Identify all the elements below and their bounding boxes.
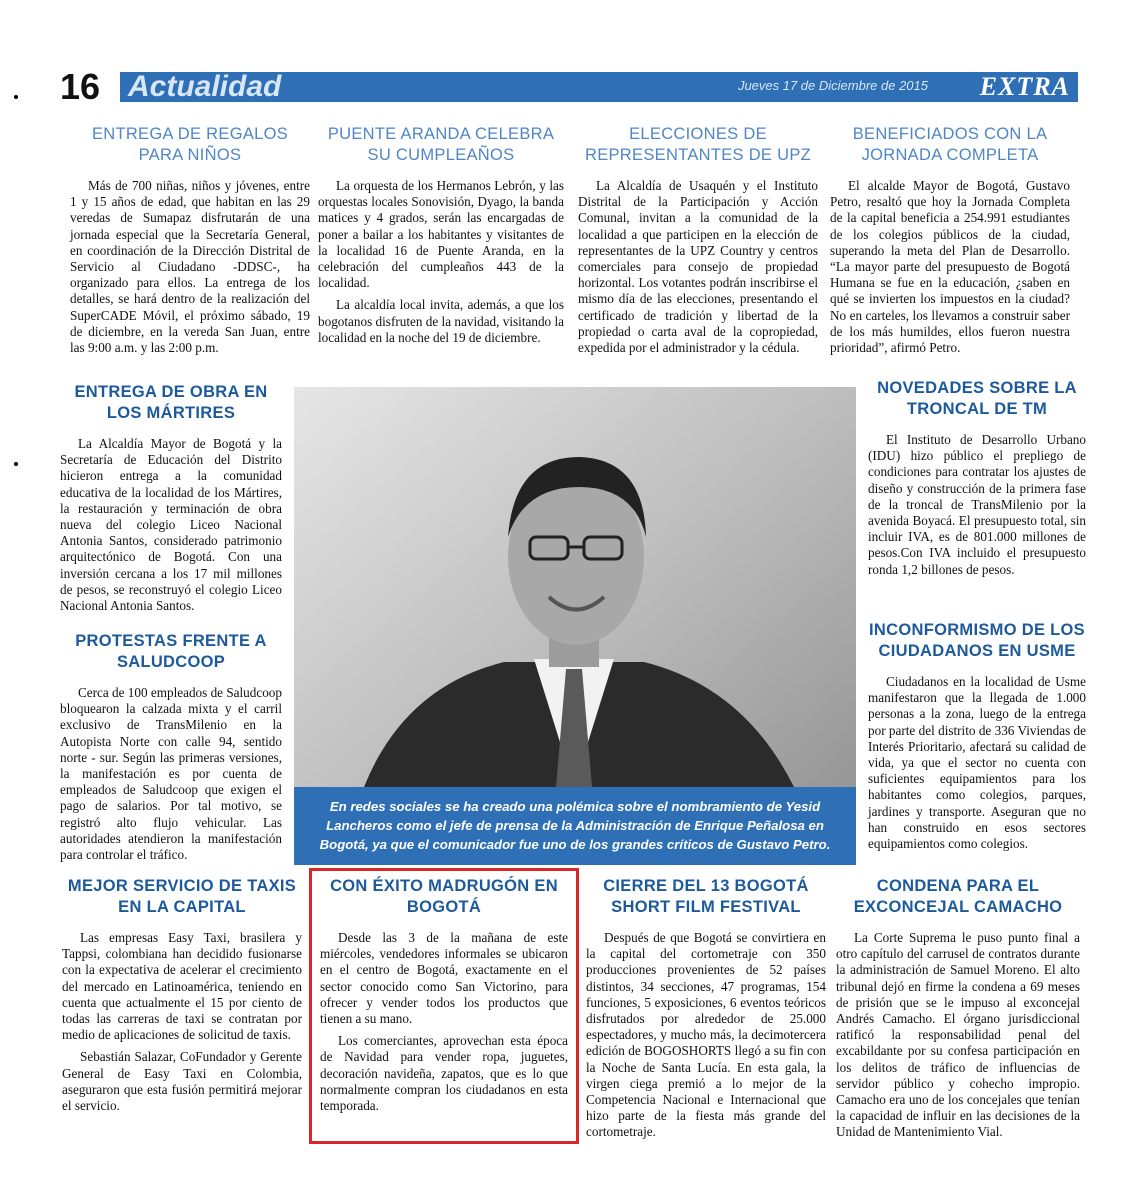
page-number: 16 bbox=[60, 66, 101, 107]
article-paragraph: Más de 700 niñas, niños y jóvenes, entre 1 y 15 años de edad, que habitan en las 29 veredas de Sumapaz disfrutarán de una jornada especial que la Secretaría General, en coordinación de la Dirección Distrital de Servicio al Ciudadano -DDSC-, ha organizado para ellos. La entrega de los detalles, se hará dentro de la realización del SuperCADE Móvil, el próximo sábado, 19 de diciembre, en la vereda San Juan, entre las 9:00 a.m. y las 2:00 p.m. bbox=[70, 178, 310, 356]
article-title: NOVEDADES SOBRE LA TRONCAL DE TM bbox=[877, 379, 1077, 418]
article-paragraph: El alcalde Mayor de Bogotá, Gustavo Petro, resaltó que hoy la Jornada Completa de la capital beneficia a 254.991 estudiantes de los colegios públicos de la ciudad, superando la meta del Plan de Desarrollo. “La mayor parte del presupuesto de Bogotá Humana se fue en la educación, ¿saben en qué se invierten los impuestos en la ciudad? No en carteles, los llevamos a construir saber de los más humildes, ellos fueron nuestra prioridad”, afirmó Petro. bbox=[830, 178, 1070, 356]
article-title: ELECCIONES DE REPRESENTANTES DE UPZ bbox=[584, 125, 812, 164]
article-paragraph: El Instituto de Desarrollo Urbano (IDU) hizo público el prepliego de condiciones para contratar los ajustes de diseño y construcción de la primera fase de la troncal de TransMilenio por la avenida Boyacá. El presupuesto total, sin incluir IVA, es de 801.000 millones de pesos.Con IVA incluido el presupuesto ronda 1,2 billones de pesos. bbox=[868, 432, 1086, 577]
article-paragraph: Desde las 3 de la mañana de este miércoles, vendedores informales se ubicaron en el centro de Bogotá, exactamente en el sector conocido como San Victorino, para ofrecer y vender todos los productos que tienen a su mano. bbox=[320, 930, 568, 1027]
article-troncal bbox=[868, 378, 1086, 578]
article-madrugon bbox=[320, 876, 568, 1114]
photo-caption: En redes sociales se ha creado una polémica sobre el nombramiento de Yesid Lancheros como el jefe de prensa de la Administración de Enrique Peñalosa en Bogotá, ya que el comunicador fue uno de los grandes críticos de Gustavo Petro. bbox=[294, 787, 856, 865]
newspaper-logo: EXTRA bbox=[979, 72, 1070, 101]
article-title: PUENTE ARANDA CELEBRA SU CUMPLEAÑOS bbox=[327, 125, 555, 164]
section-band bbox=[120, 72, 1078, 102]
article-paragraph: La Alcaldía de Usaquén y el Instituto Distrital de la Participación y Acción Comunal, invitan a la comunidad de la localidad a que participen en la elección de representantes de la UPZ Country y centros comerciales para consejo de propiedad horizontal. Los votantes podrán inscribirse el mismo día de las elecciones, presentando el certificado de tradición y libertad de la propiedad o carta aval de la copropiedad, expedida por el administrador y la cédula. bbox=[578, 178, 818, 356]
issue-date: Jueves 17 de Diciembre de 2015 bbox=[737, 78, 928, 93]
article-regalos bbox=[70, 124, 310, 356]
article-paragraph: La Alcaldía Mayor de Bogotá y la Secretaría de Educación del Distrito hicieron entrega a la comunidad educativa de la localidad de los Mártires, la restauración y terminación de obra nueva del colegio Liceo Nacional Antonia Santos, considerado patrimonio arquitectónico de Bogotá. Con una inversión cercana a los 17 mil millones de pesos, se reconstruyó el colegio Liceo Nacional Antonia Santos. bbox=[60, 436, 282, 614]
article-title: ENTREGA DE OBRA EN LOS MÁRTIRES bbox=[74, 383, 268, 422]
article-title: INCONFORMISMO DE LOS CIUDADANOS EN USME bbox=[869, 621, 1085, 660]
article-paragraph: Ciudadanos en la localidad de Usme manifestaron que la llegada de 1.000 personas a la zona, luego de la entrega por parte del distrito de 336 Viviendas de Interés Prioritario, afectará su calidad de vida, ya que el sector no cuenta con suficientes equipamientos para los habitantes como colegios, parques, jardines y transporte. Aseguran que no han construido en esos sectores equipamientos como colegios. bbox=[868, 674, 1086, 852]
margin-mark bbox=[14, 462, 18, 466]
article-paragraph: La alcaldía local invita, además, a que los bogotanos disfruten de la navidad, visitando la localidad en la noche del 19 de diciembre. bbox=[318, 297, 564, 345]
article-saludcoop bbox=[60, 631, 282, 863]
article-taxis bbox=[62, 876, 302, 1114]
article-title: CIERRE DEL 13 BOGOTÁ SHORT FILM FESTIVAL bbox=[603, 877, 809, 916]
article-festival bbox=[586, 876, 826, 1141]
article-paragraph: Las empresas Easy Taxi, brasilera y Tappsi, colombiana han decidido fusionarse con la expectativa de acelerar el crecimiento del mercado en Latinoamérica, teniendo en cuenta que actualmente el 15 por ciento de todas las carreras de taxi se contratan por medio de aplicaciones de solicitud de taxis. bbox=[62, 930, 302, 1043]
article-paragraph: Los comerciantes, aprovechan esta época de Navidad para vender ropa, juguetes, decoración navideña, zapatos, que es lo que normalmente compran los ciudadanos en esta temporada. bbox=[320, 1033, 568, 1114]
article-title: BENEFICIADOS CON LA JORNADA COMPLETA bbox=[852, 125, 1048, 164]
article-paragraph: La Corte Suprema le puso punto final a otro capítulo del carrusel de contratos durante la administración de Samuel Moreno. El alto tribunal dejó en firme la condena a 69 meses de prisión que se le impuso al exconcejal Andrés Camacho. El órgano jurisdiccional ratificó la responsabilidad penal del excabildante por su confesa participación en los delitos de tráfico de influencias de servidor público y cohecho impropio. Camacho era uno de los concejales que tenían la capacidad de influir en las decisiones de la Unidad de Mantenimiento Vial. bbox=[836, 930, 1080, 1140]
page-header bbox=[60, 66, 1078, 108]
section-title: Actualidad bbox=[128, 70, 282, 103]
article-usme bbox=[868, 620, 1086, 852]
article-martires bbox=[60, 382, 282, 614]
photo-lancheros bbox=[294, 387, 856, 865]
article-camacho bbox=[836, 876, 1080, 1141]
article-jornada bbox=[830, 124, 1070, 356]
article-puente-aranda bbox=[318, 124, 564, 346]
margin-mark bbox=[14, 95, 18, 99]
article-paragraph: Sebastián Salazar, CoFundador y Gerente General de Easy Taxi en Colombia, aseguraron que esta fusión permitirá mejorar el servicio. bbox=[62, 1049, 302, 1114]
article-paragraph: La orquesta de los Hermanos Lebrón, y las orquestas locales Sonovisión, Dyago, la banda matices y 4 grados, serán las encargadas de poner a bailar a los habitantes y visitantes de la localidad 16 de Puente Aranda, en la celebración del cumpleaños 443 de la localidad. bbox=[318, 178, 564, 291]
article-title: ENTREGA DE REGALOS PARA NIÑOS bbox=[91, 125, 289, 164]
article-paragraph: Después de que Bogotá se convirtiera en la capital del cortometraje con 350 producciones provenientes de 52 países distintos, 34 secciones, 47 programas, 154 funciones, 5 exposiciones, 6 eventos teóricos disfrutados por alrededor de 25.000 espectadores, y mucho más, la decimotercera edición de BOGOSHORTS llegó a su fin con la Noche de Santa Lucía. En esta gala, la virgen ciega premió a lo mejor de la Competencia Nacional e Internacional que hizo parte de la fiesta más grande del cortometraje. bbox=[586, 930, 826, 1140]
article-paragraph: Cerca de 100 empleados de Saludcoop bloquearon la calzada mixta y el carril exclusivo de TransMilenio en la Autopista Norte con calle 94, sentido norte - sur. Según las primeras versiones, la manifestación es por cuenta de empleados de Saludcoop que exigen el pago de salarios. Por tal motivo, se registró alto flujo vehicular. Las autoridades atendieron la manifestación para controlar el tráfico. bbox=[60, 685, 282, 863]
article-title: CONDENA PARA EL EXCONCEJAL CAMACHO bbox=[853, 877, 1063, 916]
article-upz bbox=[578, 124, 818, 356]
article-title: CON ÉXITO MADRUGÓN EN BOGOTÁ bbox=[330, 877, 558, 916]
article-title: MEJOR SERVICIO DE TAXIS EN LA CAPITAL bbox=[67, 877, 297, 916]
article-title: PROTESTAS FRENTE A SALUDCOOP bbox=[75, 632, 267, 671]
